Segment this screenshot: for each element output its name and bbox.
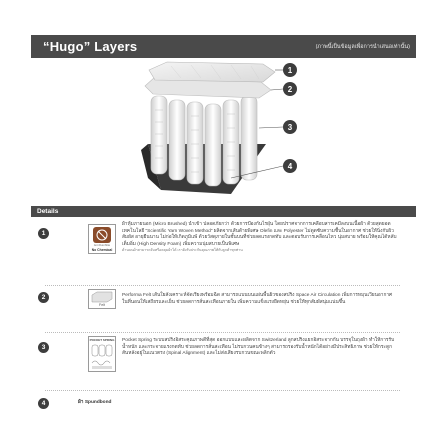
pocket-spring-icon xyxy=(89,343,115,371)
icon-caption: No Chemical xyxy=(91,248,113,252)
felt-icon-caption: Felt xyxy=(99,303,105,307)
item-text-3 xyxy=(122,338,397,358)
item-description-1: ผ้าหุ้มภายนอก (Micro Brushed) นำเข้า ปลอดภัยกว่า ด้วยการป้องกันไรฝุ่น โดยปราศจากการเคลือบสารเคมีลงบนเนื้อผ้า ด้วยสุดยอดเทคโนโลยี “Scientific Yarn Woven Method” ผลิตจากเส้นด้ายพิเศษ Olefin และ Polyester ไม่ดูดซับความชื้นในอากาศ ช่วยให้นิ่งกับผิวสัมผัส อายุยืนนาน ไม่ก่อให้เกิดภูมิแพ้ ด้วยวัสดุภายในชั้นบนที่ช่วยลดแรงกดทับ และตอบรับการเคลื่อนไหว นุ่มสบาย พร้อมให้คุณได้หลับเต็มอิ่ม (High Density Foam) เพิ่มความนุ่มสบายเป็นพิเศษ xyxy=(122,222,397,247)
callout-2: 2 xyxy=(283,82,297,96)
item-number-2: 2 xyxy=(38,292,49,303)
disclaimer-note: (ภาพนี้เป็นข้อมูลเพื่อการนำเสนอเท่านั้น) xyxy=(315,43,410,50)
dust-mite-icon xyxy=(89,226,115,244)
icon-badge-text: Anti Dust Mite xyxy=(93,244,111,247)
title-banner xyxy=(31,35,416,58)
divider xyxy=(45,332,400,333)
item-number-4: 4 xyxy=(38,398,49,409)
top-fabric-layer xyxy=(149,62,275,82)
felt-pad-icon xyxy=(89,291,115,303)
mattress-illustration xyxy=(31,60,416,205)
item-description-3: Pocket Spring ระบบสปริงอิสระคุณภาพดีที่สุด ออกแบบและผลิตจาก Switzerland ลูกสปริงแยกอิสระจากกัน บรรจุในถุงผ้า ทำให้การรับน้ำหนัก และกระจายแรงกดทับ ช่วยลดการสั่นสะเทือน ไม่รบกวนคนข้างๆ สามารถรองรับน้ำหนักได้อย่างมีประสิทธิภาพ ช่วยให้กระดูกสันหลังอยู่ในแนวตรง (Spinal Alignment) และไม่ส่งเสียงรบกวนขณะพลิกตัว xyxy=(122,338,395,357)
felt-icon-box xyxy=(88,289,116,309)
item-number-1: 1 xyxy=(38,228,49,239)
divider xyxy=(45,390,400,391)
item-text-1 xyxy=(122,222,397,253)
item-description-4: ผ้า Spundbond xyxy=(78,400,112,405)
callout-3: 3 xyxy=(283,120,297,134)
details-header: Details xyxy=(31,206,416,217)
callout-4: 4 xyxy=(283,159,297,173)
no-chemical-badge xyxy=(88,224,116,254)
mattress-layers-graphic xyxy=(31,60,416,205)
item-text-2 xyxy=(122,293,397,306)
callout-1: 1 xyxy=(283,63,297,77)
pocket-spring-caption: POCKET SPRING xyxy=(89,338,115,342)
pocket-spring-icon-box xyxy=(88,336,116,372)
item-description-2: Performa Felt เส้นใยสังเคราะห์จัดเรียงพร้อมฉีด สามารถแบนบนแผ่นพื้นผิวของสปริง Space Air Circulation เพิ่มการหมุนเวียนอากาศในที่นอนให้เสถียรและเย็น ช่วยลดการสั่นสะเทือนภายใน เพิ่มความแข็งแรงยืดหยุ่น ช่วยให้ทุกสัมผัสนุ่มแน่นขึ้น xyxy=(122,293,393,305)
item-footnote-1: ด้านบนผ้าสามารถจับหรือคลุมผ้าได้ เรายังรับประกันคุณภาพให้กับลูกค้าทุกท่าน xyxy=(122,248,243,253)
item-text-4 xyxy=(78,400,353,407)
item-number-3: 3 xyxy=(38,342,49,353)
page-title: “Hugo” Layers xyxy=(43,39,138,54)
divider xyxy=(45,285,400,286)
